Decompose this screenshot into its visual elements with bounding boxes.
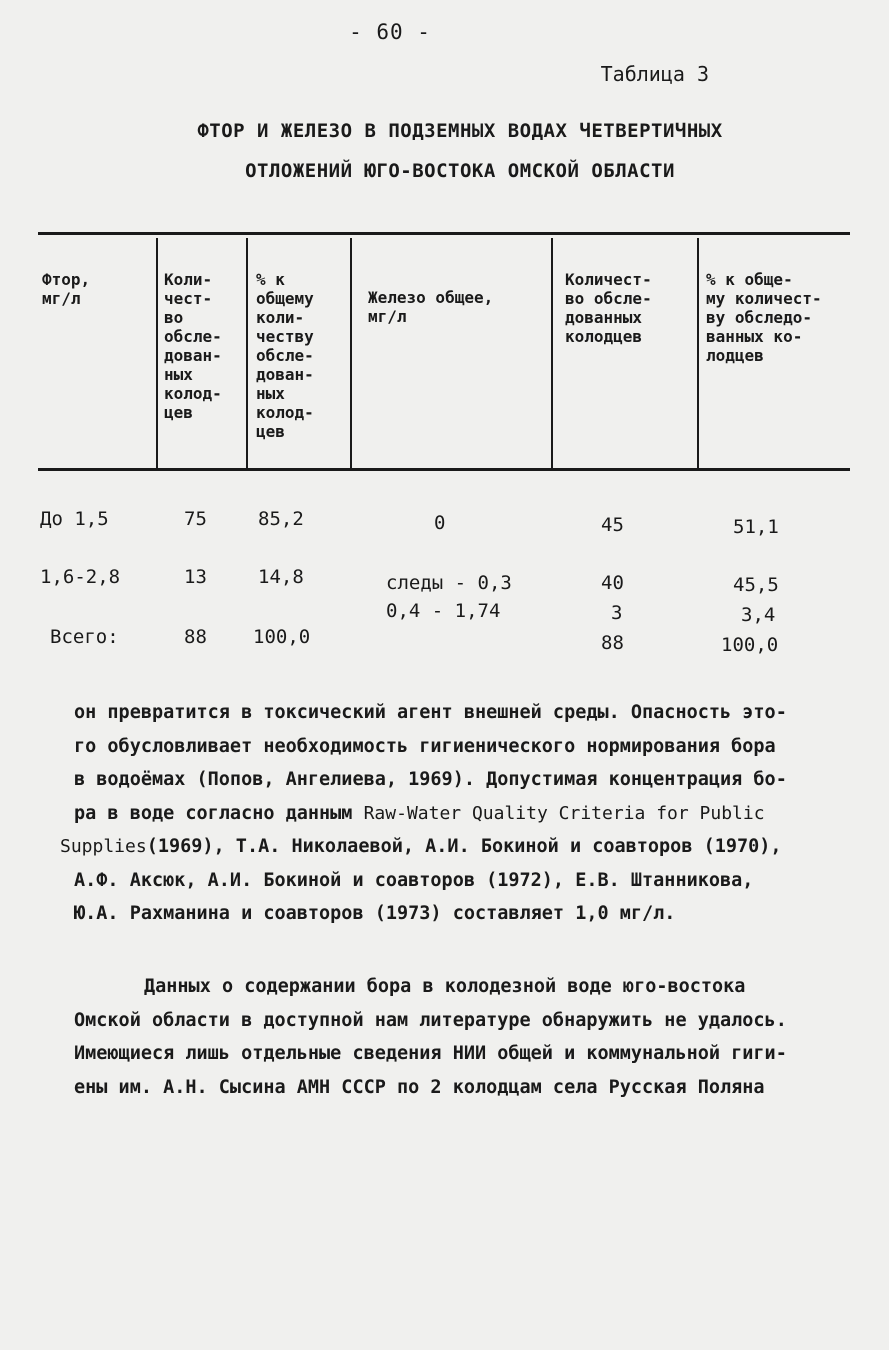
table-label: Таблица 3 bbox=[600, 62, 709, 86]
text-line: Омской области в доступной нам литературе обнаружить не удалось. bbox=[74, 1009, 787, 1031]
column-header: % к обще- му количест- ву обследо- ванных ко- лодцев bbox=[706, 270, 822, 365]
fluorine-percent: 14,8 bbox=[258, 566, 304, 588]
text-line: Данных о содержании бора в колодезной воде юго-востока bbox=[144, 976, 746, 997]
iron-value: 0 bbox=[434, 512, 446, 534]
text-line: в водоёмах (Попов, Ангелиева, 1969). Допустимая концентрация бо- bbox=[74, 769, 787, 790]
fluorine-count: 13 bbox=[184, 566, 207, 588]
iron-percent: 100,0 bbox=[721, 634, 779, 656]
column-header: Количест- во обсле- дованных колодцев bbox=[565, 270, 652, 346]
fluorine-percent: 85,2 bbox=[258, 508, 304, 530]
text-line: он превратится в токсический агент внешней среды. Опасность это- bbox=[74, 702, 787, 723]
column-divider bbox=[246, 238, 248, 470]
text-line bbox=[74, 797, 849, 831]
iron-value: следы - 0,3 bbox=[386, 572, 512, 594]
fluorine-value: До 1,5 bbox=[40, 508, 109, 530]
column-header: Коли- чест- во обсле- дован- ных колод- цев bbox=[164, 270, 222, 422]
body-paragraph-1 bbox=[60, 696, 849, 931]
iron-percent: 45,5 bbox=[733, 574, 779, 596]
iron-count: 45 bbox=[601, 514, 624, 536]
iron-percent: 3,4 bbox=[741, 604, 776, 626]
text-line: А.Ф. Аксюк, А.И. Бокиной и соавторов (1972), Е.В. Штанникова, bbox=[74, 869, 754, 891]
english-source-title: Raw-Water Quality Criteria for Public bbox=[363, 802, 765, 824]
fluorine-total-label: Всего: bbox=[50, 626, 119, 648]
text-fragment: ра в воде согласно данным bbox=[74, 802, 364, 824]
iron-count: 40 bbox=[601, 572, 624, 594]
text-line bbox=[60, 830, 849, 864]
page-number: - 60 - bbox=[349, 20, 431, 44]
text-line: Имеющиеся лишь отдельные сведения НИИ общей и коммунальной гиги- bbox=[74, 1043, 787, 1064]
column-divider bbox=[350, 238, 352, 470]
fluorine-percent: 100,0 bbox=[253, 626, 311, 648]
text-line: ены им. А.Н. Сысина АМН СССР по 2 колодцам села Русская Поляна bbox=[74, 1076, 765, 1098]
fluorine-value: 1,6-2,8 bbox=[40, 566, 121, 588]
english-source-title: Supplies bbox=[60, 836, 147, 857]
fluorine-count: 75 bbox=[184, 508, 207, 530]
table-title-line2: ОТЛОЖЕНИЙ ЮГО-ВОСТОКА ОМСКОЙ ОБЛАСТИ bbox=[245, 160, 675, 182]
text-fragment: (1969), Т.А. Николаевой, А.И. Бокиной и соавторов (1970), bbox=[146, 836, 782, 857]
body-paragraph-2 bbox=[74, 970, 849, 1104]
column-divider bbox=[156, 238, 158, 470]
text-line: го обусловливает необходимость гигиенического нормирования бора bbox=[74, 735, 776, 757]
table-top-rule bbox=[38, 232, 850, 235]
text-line: Ю.А. Рахманина и соавторов (1973) составляет 1,0 мг/л. bbox=[74, 903, 676, 924]
table-title-line1: ФТОР И ЖЕЛЕЗО В ПОДЗЕМНЫХ ВОДАХ ЧЕТВЕРТИЧНЫХ bbox=[197, 120, 723, 142]
column-header: Железо общее, мг/л bbox=[368, 288, 494, 326]
column-header: Фтор, мг/л bbox=[42, 270, 91, 308]
column-divider bbox=[551, 238, 553, 470]
iron-value: 0,4 - 1,74 bbox=[386, 600, 501, 622]
iron-count: 3 bbox=[611, 602, 623, 624]
iron-count: 88 bbox=[601, 632, 624, 654]
column-header: % к общему коли- честву обсле- дован- ных колод- цев bbox=[256, 270, 314, 441]
column-divider bbox=[697, 238, 699, 470]
iron-percent: 51,1 bbox=[733, 516, 779, 538]
table-header-rule bbox=[38, 468, 850, 471]
fluorine-count: 88 bbox=[184, 626, 207, 648]
